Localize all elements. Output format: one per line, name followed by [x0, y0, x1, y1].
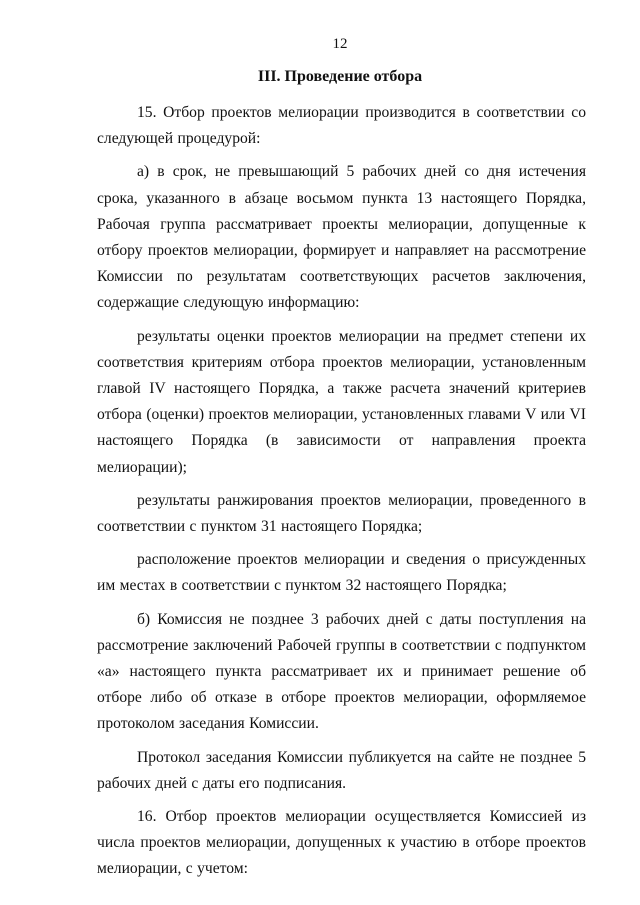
- page-number: 12: [332, 36, 348, 52]
- paragraph-16: 16. Отбор проектов мелиорации осуществляется Комиссией из числа проектов мелиорации, допущенных к участию в отборе проектов мелиорации, с учетом:: [97, 808, 586, 878]
- paragraph-protocol: Протокол заседания Комиссии публикуется на сайте не позднее 5 рабочих дней с даты его подписания.: [97, 748, 586, 792]
- paragraph-ranking-results: результаты ранжирования проектов мелиорации, проведенного в соответствии с пунктом 31 настоящего Порядка;: [97, 491, 586, 536]
- paragraph-15b: б) Комиссия не позднее 3 рабочих дней с даты поступления на рассмотрение заключений Рабочей группы в соответствии с подпунктом «а» настоящего пункта рассматривает их и принимает решение об отборе либо об отказе в отборе проектов мелиорации, оформляемое протоколом заседания Комиссии.: [97, 610, 586, 733]
- document-body: [97, 100, 586, 889]
- paragraph-15-intro: 15. Отбор проектов мелиорации производится в соответствии со следующей процедурой:: [97, 104, 586, 148]
- paragraph-evaluation-results: результаты оценки проектов мелиорации на предмет степени их соответствия критериям отбора проектов мелиорации, установленным главой IV настоящего Порядка, а также расчета значений критериев отбора (оценки) проектов мелиорации, установленных главами V или VI настоящего Порядка (в зависимости от направления проекта мелиорации);: [97, 327, 586, 476]
- section-title: III. Проведение отбора: [257, 68, 423, 85]
- paragraph-15a: а) в срок, не превышающий 5 рабочих дней со дня истечения срока, указанного в абзаце восьмом пункта 13 настоящего Порядка, Рабочая группа рассматривает проекты мелиорации, допущенные к отбору проектов мелиорации, формирует и направляет на рассмотрение Комиссии по результатам соответствующих расчетов заключения, содержащие следующую информацию:: [97, 163, 586, 312]
- paragraph-placement: расположение проектов мелиорации и сведения о присужденных им местах в соответствии с пунктом 32 настоящего Порядка;: [97, 551, 586, 595]
